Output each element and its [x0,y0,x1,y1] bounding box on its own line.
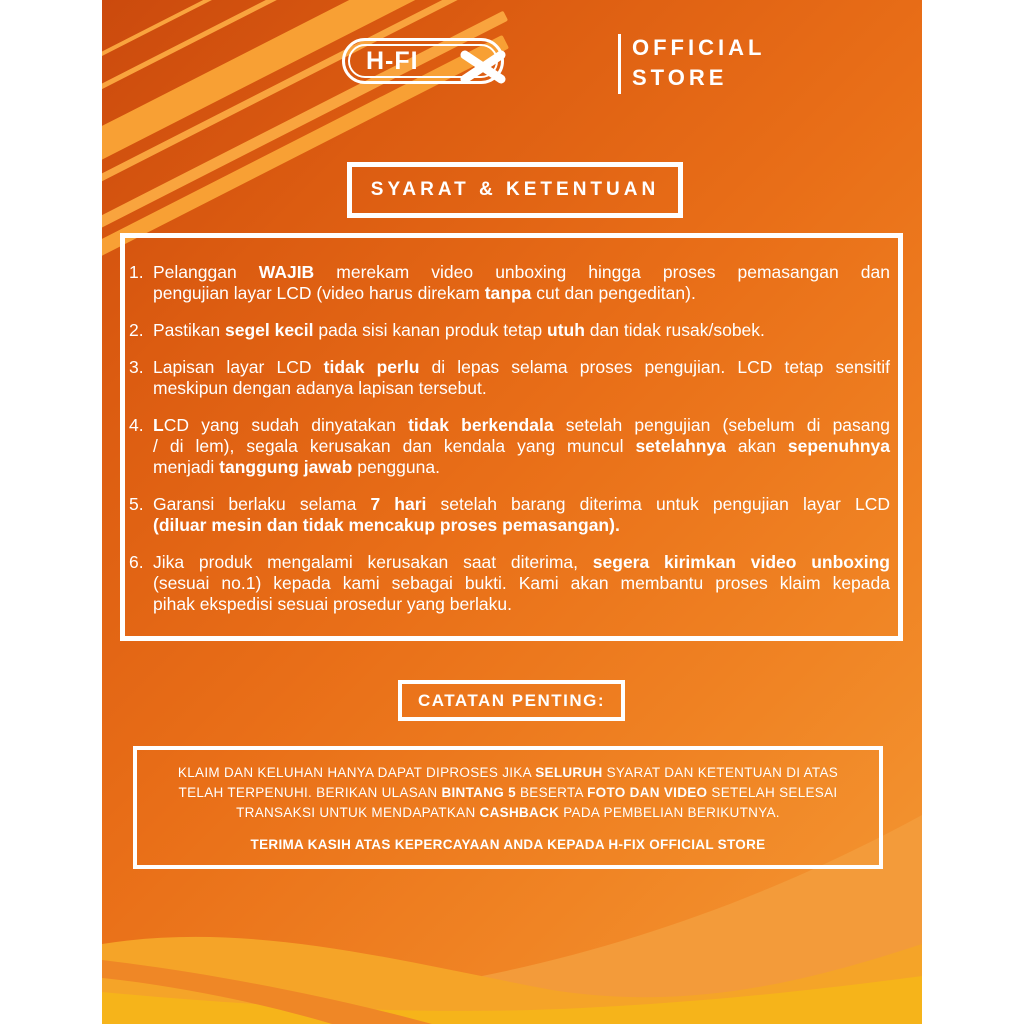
poster-artboard [102,0,922,1024]
hfix-logo-x-icon [457,47,509,87]
term-item [129,552,890,615]
important-note-box [133,746,883,869]
term-number: 4. [129,415,144,435]
term-item [129,320,890,341]
terms-title: SYARAT & KETENTUAN [370,179,660,200]
term-text [153,320,890,341]
important-note-heading: CATATAN PENTING: [417,690,606,710]
term-text [153,262,890,304]
terms-list-box [120,233,903,641]
term-item [129,262,890,304]
term-line: Pastikan segel kecil pada sisi kanan produk tetap utuh dan tidak rusak/sobek. [153,320,765,340]
term-number: 6. [129,552,144,572]
hfix-logo-pill [342,38,504,84]
term-text [153,552,890,615]
term-number: 5. [129,494,144,514]
term-item [129,357,890,399]
term-line: meskipun dengan adanya lapisan tersebut. [153,378,487,398]
term-item [129,494,890,536]
term-text [153,357,890,399]
logo-divider [618,34,621,94]
term-line: menjadi tanggung jawab pengguna. [153,457,440,477]
term-line: LCD yang sudah dinyatakan tidak berkendala setelah pengujian (sebelum di pasang [153,415,890,435]
store-line: STORE [632,65,728,90]
note-paragraph: KLAIM DAN KELUHAN HANYA DAPAT DIPROSES JIKA SELURUH SYARAT DAN KETENTUAN DI ATAS TELAH TERPENUHI. BERIKAN ULASAN BINTANG 5 BESERTA FOTO DAN VIDEO SETELAH SELESAI TRANSAKSI UNTUK MENDAPATKAN CASHBACK PADA PEMBELIAN BERIKUTNYA. [177,765,839,820]
term-line: Pelanggan WAJIB merekam video unboxing hingga proses pemasangan dan [153,262,890,282]
term-line: Lapisan layar LCD tidak perlu di lepas selama proses pengujian. LCD tetap sensitif [153,357,890,377]
note-thanks: TERIMA KASIH ATAS KEPERCAYAAN ANDA KEPADA H-FIX OFFICIAL STORE [250,837,766,852]
term-line: Jika produk mengalami kerusakan saat diterima, segera kirimkan video unboxing [153,552,890,572]
term-line: pengujian layar LCD (video harus direkam tanpa cut dan pengeditan). [153,283,696,303]
term-line: / di lem), segala kerusakan dan kendala yang muncul setelahnya akan sepenuhnya [153,436,890,456]
term-line: Garansi berlaku selama 7 hari setelah barang diterima untuk pengujian layar LCD [153,494,891,514]
term-text [153,415,890,478]
term-line: pihak ekspedisi sesuai prosedur yang berlaku. [153,594,512,614]
term-line: (diluar mesin dan tidak mencakup proses pemasangan). [153,515,620,535]
term-number: 3. [129,357,144,377]
official-store-label [632,33,765,93]
term-text [153,494,890,536]
term-line: (sesuai no.1) kepada kami sebagai bukti. Kami akan membantu proses klaim kepada [153,573,890,593]
important-note-heading-box [398,680,625,721]
term-number: 1. [129,262,144,282]
terms-title-box [347,162,683,218]
official-line: OFFICIAL [632,35,766,60]
term-number: 2. [129,320,144,340]
term-item [129,415,890,478]
hfix-logo-text: H-FI [366,46,419,75]
store-logo [342,35,766,96]
